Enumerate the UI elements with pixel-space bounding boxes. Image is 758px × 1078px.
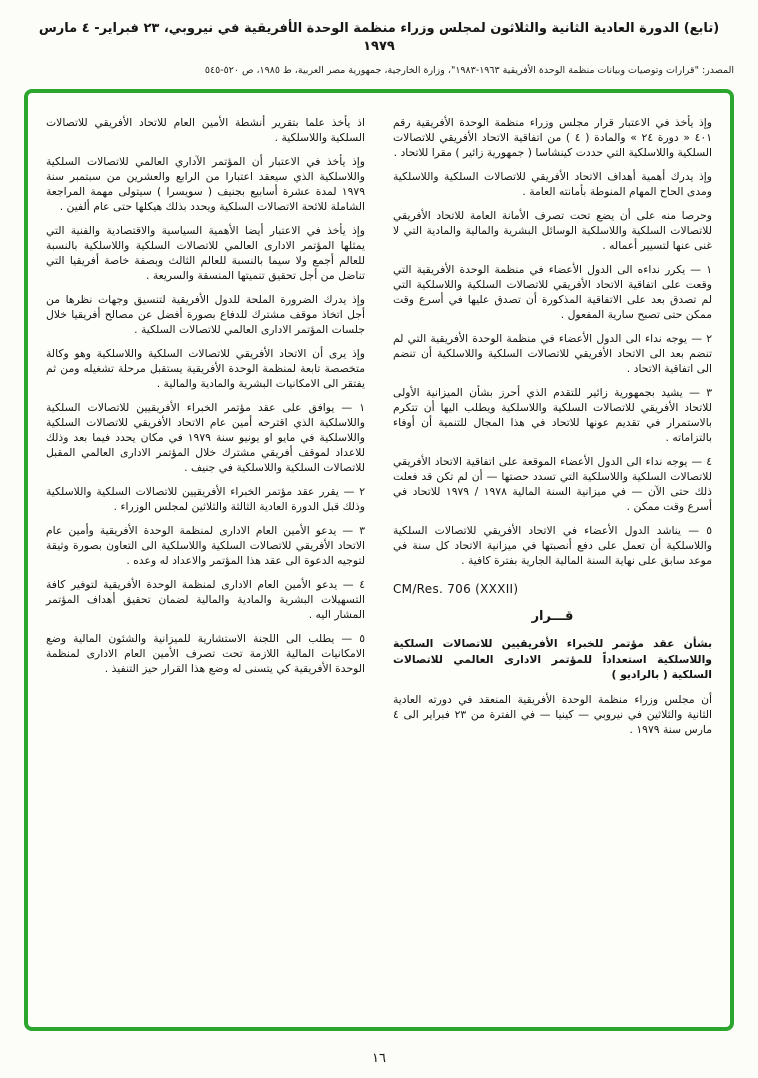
right-col-paragraph: ١ — يكرر نداءه الى الدول الأعضاء في منظمة الوحدة الأفريقية التي وقعت على اتفاقية الاتحاد الأفريقي للاتصالات السلكية واللاسلكية التي لم تصدق بعد على الاتفاقية المذكورة أن تصدق عليها في أسرع وقت ممكن حتى تصبح سارية المفعول . [393,263,712,322]
left-col-paragraph: وإذ يرى أن الاتحاد الأفريقي للاتصالات السلكية واللاسلكية وهو وكالة متخصصة تابعة لمنظمة الوحدة الأفريقية يستقبل مرحلة تشغيله ومن ثم يفتقر الى الامكانيات البشرية والمادية والمالية . [46,347,365,391]
document-header-title: (تابع) الدورة العادية الثانية والثلاثون لمجلس وزراء منظمة الوحدة الأفريقية في نيروبي، ٢٣ فبراير- ٤ مارس ١٩٧٩ [38,21,720,55]
resolution-closing-paragraph: أن مجلس وزراء منظمة الوحدة الأفريقية المنعقد في دورته العادية الثانية والثلاثين في نيروبي — كينيا — في الفترة من ٢٣ فبراير الى ٤ مارس سنة ١٩٧٩ . [393,692,712,736]
resolution-subject: بشأن عقد مؤتمر للخبراء الأفريقيين للاتصالات السلكية واللاسلكية استعداداً للمؤتمر الادارى العالمي للاتصالات السلكية ( بالراديو ) [393,637,712,682]
right-col-paragraph: وإذ يأخذ في الاعتبار قرار مجلس وزراء منظمة الوحدة الأفريقية رقم ٤٠١ « دورة ٢٤ » والمادة ( ٤ ) من اتفاقية الاتحاد الأفريقي للاتصالات السلكية واللاسلكية التي حددت كينشاسا ( جمهورية زائير ) مقرا للاتحاد . [393,116,713,160]
right-col-paragraph: وحرصا منه على أن يضع تحت تصرف الأمانة العامة للاتحاد الأفريقي للاتصالات السلكية واللاسلكية الوسائل البشرية والمالية والمادية التي لا غنى عنها لتسيير أعماله . [393,209,712,253]
left-col-paragraph: ٤ — يدعو الأمين العام الادارى لمنظمة الوحدة الأفريقية لتوفير كافة التسهيلات البشرية والمادية والمالية لضمان تحقيق أهداف المؤتمر المشار اليه . [46,578,365,622]
right-col-paragraph: ٤ — يوجه نداء الى الدول الأعضاء الموقعة على اتفاقية الاتحاد الأفريقي للاتصالات السلكية واللاسلكية التي تسدد حصتها — أن لم تكن قد فعلت ذلك حتى الآن — في ميزانية السنة المالية ١٩٧٨ / ١٩٧٩ للاتحاد في أسرع وقت ممكن . [393,455,712,514]
resolution-heading: قـــرار [531,609,574,625]
left-col-paragraph: وإذ يأخذ في الاعتبار أيضا الأهمية السياسية والاقتصادية والفنية التي يمثلها المؤتمر الادارى العالمي للاتصالات السلكية واللاسلكية بالنسبة للعالم أجمع ولا سيما بالنسبة للعالم الثالث وبصفة خاصة أفريقيا التي تناضل من أجل تحقيق تنميتها المنسقة والسريعة . [46,224,365,283]
left-col-paragraph: وإذ يأخذ في الاعتبار أن المؤتمر الآداري العالمي للاتصالات السلكية واللاسلكية الذي سيعقد اعتبارا من الرابع والعشرين من سبتمبر سنة ١٩٧٩ لمدة عشرة أسابيع بجنيف ( سويسرا ) سيتولى مهمة المراجعة الشاملة للائحة الاتصالات السلكية ويحدد بذلك هيكلها حتى عام ألفين . [46,155,365,214]
left-col-paragraph: ٣ — يدعو الأمين العام الادارى لمنظمة الوحدة الأفريقية وأمين عام الاتحاد الأفريقي للاتصالات السلكية واللاسلكية الى التعاون بصورة وثيقة لتوجيه الدعوة الى عقد هذا المؤتمر والاعداد له وعده . [46,524,365,568]
content-border-box [24,89,734,1031]
page-number: ١٦ [372,1051,386,1066]
document-source-line: المصدر: "قرارات وتوصيات وبيانات منظمة الوحدة الأفريقية ١٩٦٣-١٩٨٣"، وزارة الخارجية، جمهورية مصر العربية، ط ١٩٨٥، ص ٥٢٠-٥٤٥ [204,65,734,77]
right-col-paragraph: ٥ — يناشد الدول الأعضاء في الاتحاد الأفريقي للاتصالات السلكية واللاسلكية أن تعمل على دفع أنصبتها في ميزانية الاتحاد كل سنة في موعد سابق على نهاية السنة المالية الجارية بفترة كافية . [393,524,712,568]
right-column [393,115,712,1011]
left-col-paragraph: ٥ — يطلب الى اللجنة الاستشارية للميزانية والشئون المالية وضع الامكانيات المالية اللازمة تحت تصرف الأمين العام الادارى لمنظمة الوحدة الأفريقية كي يتسنى له وضع هذا القرار حيز التنفيذ . [46,632,365,676]
left-col-paragraph: وإذ يدرك الضرورة الملحة للدول الأفريقية لتنسيق وجهات نظرها من أجل اتخاذ موقف مشترك للدفاع بصورة أفضل عن مصالح أفريقيا خلال جلسات المؤتمر الادارى العالمي للاتصالات السلكية . [46,293,365,337]
right-col-paragraph: ٣ — يشيد بجمهورية زائير للتقدم الذي أحرز بشأن الميزانية الأولى للاتحاد الأفريقي للاتصالات السلكية واللاسلكية ويطلب اليها أن تتكرم بالاستمرار في تقديم عونها للاتحاد في هذا المجال للتنمية أن أوفاء بالتزاماته . [393,386,712,445]
left-col-paragraph: ٢ — يقرر عقد مؤتمر الخبراء الأفريقيين للاتصالات السلكية واللاسلكية وذلك قبل الدورة العادية الثالثة والثلاثين لمجلس الوزراء . [46,485,365,514]
document-header [24,20,734,76]
resolution-reference: CM/Res. 706 (XXXII) [393,582,519,597]
left-col-paragraph: ١ — يوافق على عقد مؤتمر الخبراء الأفريقيين للاتصالات السلكية واللاسلكية الذي اقترحه أمين عام الاتحاد الأفريقي للاتصالات السلكية واللاسلكية في مايو او يونيو سنة ١٩٧٩ في مكان يحدد فيما بعد وذلك للاعداد لموقف أفريقي مشترك خلال المؤتمر الادارى العالمي المقبل للاتصالات السلكية واللاسلكية في جنيف . [46,401,365,475]
right-col-paragraph: وإذ يدرك أهمية أهداف الاتحاد الأفريقي للاتصالات السلكية واللاسلكية ومدى الحاح المهام المنوطة بأمانته العامة . [393,170,712,199]
left-col-paragraph: اذ يأخذ علما بتقرير أنشطة الأمين العام للاتحاد الأفريقي للاتصالات السلكية واللاسلكية . [46,116,365,145]
right-col-paragraph: ٢ — يوجه نداء الى الدول الأعضاء في منظمة الوحدة الأفريقية التي لم تنضم بعد الى الاتحاد الأفريقي للاتصالات السلكية واللاسلكية أن تنضم الى اتفاقية الاتحاد . [393,332,712,376]
left-column [46,115,365,1011]
